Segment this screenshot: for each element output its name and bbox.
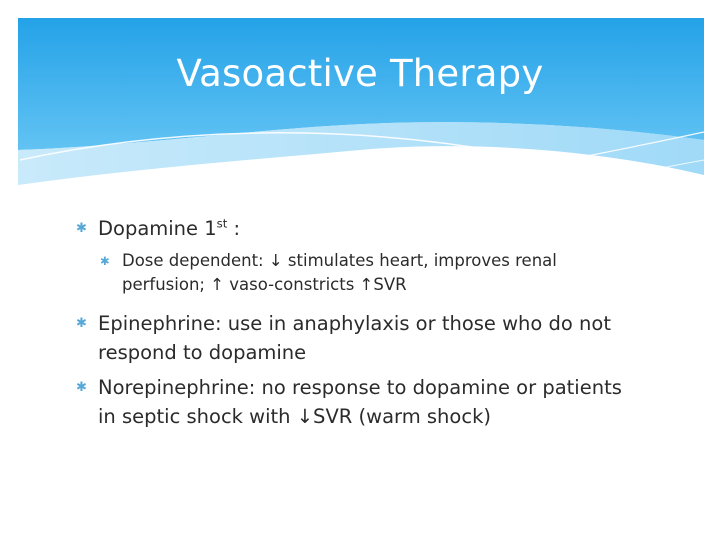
bullet-text-line-1: Epinephrine: use in anaphylaxis or those who do not xyxy=(98,312,611,335)
bullet-text-line-2: respond to dopamine xyxy=(98,341,307,364)
header-wave-background xyxy=(0,0,720,200)
asterisk-bullet-icon: ✱ xyxy=(76,221,87,236)
bullet-text-line-2: in septic shock with ↓SVR (warm shock) xyxy=(98,405,491,428)
bullet-text-suffix: : xyxy=(227,217,241,240)
sub-bullet-item-dose xyxy=(74,249,674,297)
asterisk-bullet-icon: ✱ xyxy=(76,380,87,395)
bullet-text-line-2: perfusion; ↑ vaso-constricts ↑SVR xyxy=(122,275,407,294)
bullet-text-line-1: Dose dependent: ↓ stimulates heart, improves renal xyxy=(122,251,557,270)
bullet-item-epinephrine xyxy=(74,309,674,367)
bullet-list xyxy=(74,214,674,437)
slide-title: Vasoactive Therapy xyxy=(176,52,544,95)
bullet-item-norepinephrine xyxy=(74,373,674,431)
bullet-text-line-1: Norepinephrine: no response to dopamine or patients xyxy=(98,376,622,399)
bullet-text: Dopamine 1 xyxy=(98,217,217,240)
asterisk-bullet-icon: ✱ xyxy=(76,316,87,331)
bullet-superscript: st xyxy=(216,216,228,231)
asterisk-bullet-icon: ✱ xyxy=(100,254,110,268)
bullet-item-dopamine xyxy=(74,214,674,243)
